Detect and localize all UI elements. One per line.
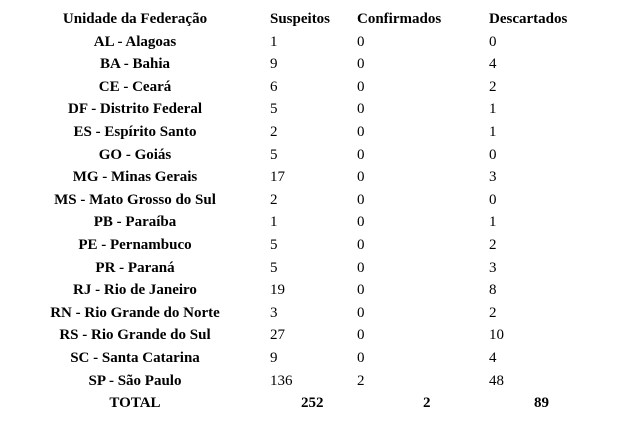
table-row (0, 166, 634, 189)
total-confirmados: 2 (423, 395, 431, 412)
cell-suspeitos: 27 (270, 327, 285, 344)
cell-confirmados: 0 (357, 56, 365, 73)
cell-descartados: 2 (489, 236, 497, 253)
table-row (0, 76, 634, 99)
cell-confirmados: 2 (357, 372, 365, 389)
cell-descartados: 0 (489, 191, 497, 208)
cell-uf: PE - Pernambuco (78, 236, 192, 253)
cell-confirmados: 0 (357, 191, 365, 208)
cell-descartados: 2 (489, 304, 497, 321)
cell-confirmados: 0 (357, 327, 365, 344)
header-uf: Unidade da Federação (62, 11, 208, 27)
cell-confirmados: 0 (357, 146, 365, 163)
cell-uf: ES - Espírito Santo (73, 123, 197, 140)
cell-uf: SC - Santa Catarina (70, 349, 200, 366)
cell-descartados: 3 (489, 169, 497, 186)
table-row (0, 257, 634, 280)
cell-descartados: 4 (489, 56, 497, 73)
cell-confirmados: 0 (357, 236, 365, 253)
cell-descartados: 1 (489, 101, 497, 118)
cell-suspeitos: 5 (270, 101, 278, 118)
table-row (0, 121, 634, 144)
cell-suspeitos: 5 (270, 236, 278, 253)
table-body (0, 31, 634, 415)
cell-confirmados: 0 (357, 282, 365, 299)
cell-suspeitos: 5 (270, 146, 278, 163)
table-row (0, 370, 634, 393)
cell-suspeitos: 9 (270, 349, 278, 366)
cell-suspeitos: 6 (270, 78, 278, 95)
cell-uf: SP - São Paulo (88, 372, 182, 389)
cell-uf: RS - Rio Grande do Sul (59, 327, 211, 344)
cell-uf: AL - Alagoas (93, 33, 177, 50)
cell-confirmados: 0 (357, 349, 365, 366)
cell-descartados: 48 (489, 372, 504, 389)
cell-uf: RN - Rio Grande do Norte (50, 304, 220, 321)
table-row (0, 211, 634, 234)
cell-confirmados: 0 (357, 33, 365, 50)
table-row (0, 324, 634, 347)
cell-confirmados: 0 (357, 304, 365, 321)
table-row (0, 347, 634, 370)
cell-uf: PB - Paraíba (93, 214, 177, 231)
cell-descartados: 3 (489, 259, 497, 276)
total-row (0, 392, 634, 415)
cell-suspeitos: 2 (270, 123, 278, 140)
table-row (0, 234, 634, 257)
cell-confirmados: 0 (357, 214, 365, 231)
cell-descartados: 2 (489, 78, 497, 95)
cell-suspeitos: 2 (270, 191, 278, 208)
cell-uf: DF - Distrito Federal (68, 101, 202, 118)
cell-descartados: 1 (489, 214, 497, 231)
cell-confirmados: 0 (357, 123, 365, 140)
cell-suspeitos: 136 (270, 372, 293, 389)
table-row (0, 98, 634, 121)
table-row (0, 189, 634, 212)
cell-suspeitos: 3 (270, 304, 278, 321)
cell-suspeitos: 1 (270, 33, 278, 50)
cell-suspeitos: 19 (270, 282, 285, 299)
total-suspeitos: 252 (301, 395, 324, 412)
cell-descartados: 10 (489, 327, 504, 344)
header-row (0, 8, 634, 31)
table-header (0, 8, 634, 31)
total-descartados: 89 (534, 395, 549, 412)
cell-descartados: 8 (489, 282, 497, 299)
cell-suspeitos: 17 (270, 169, 285, 186)
table-row (0, 53, 634, 76)
table-row (0, 302, 634, 325)
cell-suspeitos: 9 (270, 56, 278, 73)
table-row (0, 144, 634, 167)
cell-uf: GO - Goiás (98, 146, 172, 163)
total-label: TOTAL (109, 395, 161, 412)
cell-descartados: 1 (489, 123, 497, 140)
cell-confirmados: 0 (357, 78, 365, 95)
cell-uf: MG - Minas Gerais (72, 169, 198, 186)
cell-descartados: 0 (489, 33, 497, 50)
cell-confirmados: 0 (357, 169, 365, 186)
cell-confirmados: 0 (357, 259, 365, 276)
header-suspeitos: Suspeitos (270, 11, 331, 27)
table-row (0, 279, 634, 302)
cell-uf: PR - Paraná (95, 259, 175, 276)
cell-uf: CE - Ceará (98, 78, 172, 95)
cell-suspeitos: 5 (270, 259, 278, 276)
header-descartados: Descartados (489, 11, 568, 27)
cell-uf: RJ - Rio de Janeiro (73, 282, 197, 299)
cell-confirmados: 0 (357, 101, 365, 118)
cases-table (0, 8, 634, 415)
cell-uf: MS - Mato Grosso do Sul (54, 191, 216, 208)
cell-descartados: 4 (489, 349, 497, 366)
cell-descartados: 0 (489, 146, 497, 163)
cell-suspeitos: 1 (270, 214, 278, 231)
table-row (0, 31, 634, 54)
header-confirmados: Confirmados (357, 11, 442, 27)
cell-uf: BA - Bahia (99, 56, 171, 73)
